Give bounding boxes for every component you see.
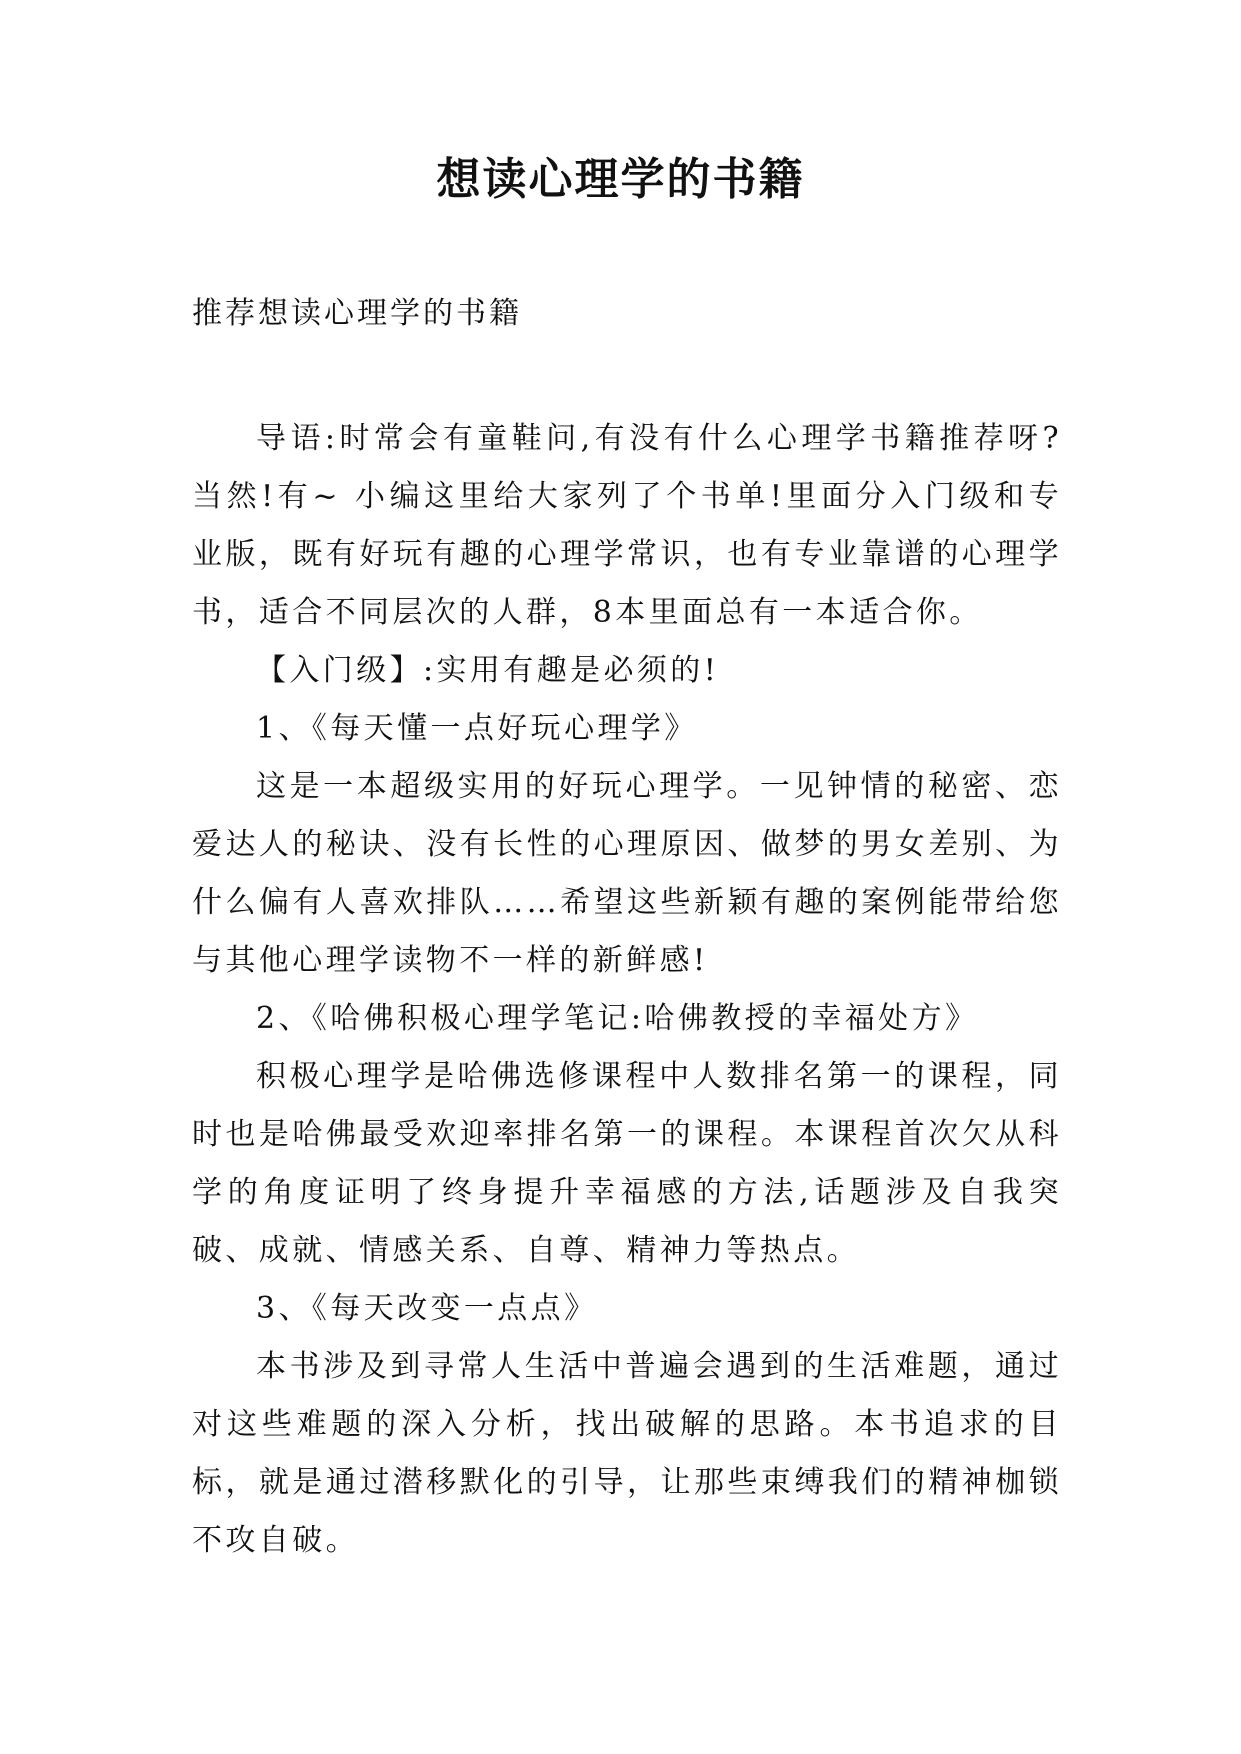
book-description-1: 这是一本超级实用的好玩心理学。一见钟情的秘密、恋爱达人的秘诀、没有长性的心理原因、做梦的男女差别、为什么偏有人喜欢排队……希望这些新颖有趣的案例能带给您与其他心理学读物不一样的新鲜感!: [192, 769, 1062, 978]
book-description-2: 积极心理学是哈佛选修课程中人数排名第一的课程，同时也是哈佛最受欢迎率排名第一的课程。本课程首次欠从科学的角度证明了终身提升幸福感的方法,话题涉及自我突破、成就、情感关系、自尊、精神力等热点。: [192, 1059, 1062, 1268]
intro-paragraph: 导语:时常会有童鞋问,有没有什么心理学书籍推荐呀?当然!有~ 小编这里给大家列了个书单!里面分入门级和专业版，既有好玩有趣的心理学常识，也有专业靠谱的心理学书，适合不同层次的人群，8本里面总有一本适合你。: [192, 421, 1062, 630]
book-title-2: 2、《哈佛积极心理学笔记:哈佛教授的幸福处方》: [256, 1001, 979, 1036]
section-heading-beginner: 【入门级】:实用有趣是必须的!: [256, 653, 720, 688]
book-title-1: 1、《每天懂一点好玩心理学》: [256, 711, 698, 746]
document-body: [192, 410, 1062, 1570]
book-title-3: 3、《每天改变一点点》: [256, 1291, 598, 1326]
book-description-3: 本书涉及到寻常人生活中普遍会遇到的生活难题，通过对这些难题的深入分析，找出破解的思路。本书追求的目标，就是通过潜移默化的引导，让那些束缚我们的精神枷锁不攻自破。: [192, 1349, 1062, 1558]
document-title: 想读心理学的书籍: [436, 154, 805, 205]
document-subtitle: 推荐想读心理学的书籍: [192, 296, 522, 331]
